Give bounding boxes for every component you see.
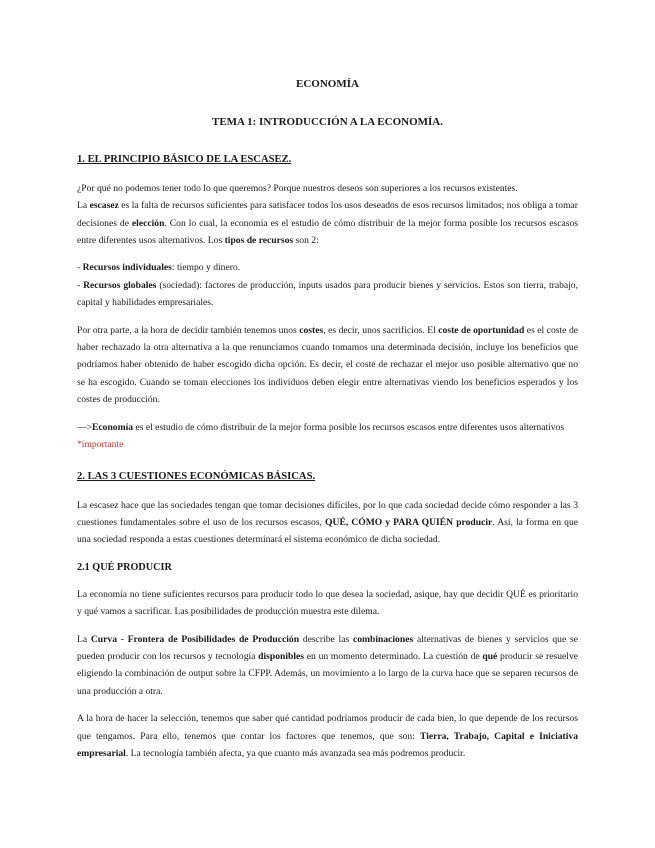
section-2-heading: 2. LAS 3 CUESTIONES ECONÓMICAS BÁSICAS. (77, 470, 316, 482)
document-topic-title: TEMA 1: INTRODUCCIÓN A LA ECONOMÍA. (211, 116, 444, 129)
section-1-economy-definition: —>Economía es el estudio de cómo distribuir de la mejor forma posible los recursos escasos entre diferentes usos alternativos *importante (77, 421, 565, 451)
subsection-2-1-heading: 2.1 QUÉ PRODUCIR (77, 561, 172, 573)
section-1-intro-question: ¿Por qué no podemos tener todo lo que queremos? Porque nuestros deseos son superiores a los recursos existentes. (77, 182, 518, 194)
subsection-2-1-cfpp-paragraph: La Curva - Frontera de Posibilidades de Producción describe las combinaciones alternativas de bienes y servicios que se pueden producir con los recursos y tecnología disponibles en un momento determinado. La cuestión de qué producir se resuelve eligiendo la combinación de output sobre la CFPP. Además, un movimiento a lo largo de la curva hace que se separen recursos de una producción a otra. (77, 633, 578, 697)
resource-list-item-global: - Recursos globales (sociedad): factores de producción, inputs usados para producir bienes y servicios. Estos son tierra, trabajo, capital y habilidades empresariales. (77, 279, 579, 309)
subsection-2-1-factors-paragraph: A la hora de hacer la selección, tenemos que saber qué cantidad podríamos producir de cada bien, lo que depende de los recursos que tengamos. Para ello, tenemos que contar los factores que tenemos, que son: Tierra, Trabajo, Capital e Iniciativa empresarial. La tecnología también afecta, ya que cuanto más avanzada sea más podremos producir. (77, 713, 578, 759)
document-subject: ECONOMÍA (296, 78, 359, 90)
important-note: *importante (77, 439, 124, 451)
section-1-heading: 1. EL PRINCIPIO BÁSICO DE LA ESCASEZ. (77, 153, 292, 165)
subsection-2-1-paragraph-1: La economía no tiene suficientes recursos para producir todo lo que desea la sociedad, asique, hay que decidir QUÉ es prioritario y qué vamos a sacrificar. Las posibilidades de producción muestra este dilema. (77, 588, 578, 618)
resource-list-item-individual: - Recursos individuales: tiempo y dinero. (77, 262, 241, 274)
section-1-costs-paragraph: Por otra parte, a la hora de decidir también tenemos unos costes, es decir, unos sacrificios. El coste de oportunidad es el coste de haber rechazado la otra alternativa a la que renunciamos cuando tomamos una determinada decisión, incluye los beneficios que podríamos haber obtenido de haber escogido dicha opción. Es decir, el coste de rechazar el mejor uso posible alternativo que no se ha escogido. Cuando se toman elecciones los individuos deben elegir entre alternativas viendo los beneficios esperados y los costes de producción. (77, 324, 578, 406)
section-1-scarcity-paragraph: La escasez es la falta de recursos suficientes para satisfacer todos los usos deseados de esos recursos limitados; nos obliga a tomar decisiones de elección. Con lo cual, la economía es el estudio de cómo distribuir de la mejor forma posible los recursos escasos entre diferentes usos alternativos. Los tipos de recursos son 2: (77, 200, 578, 247)
section-2-intro-paragraph: La escasez hace que las sociedades tengan que tomar decisiones difíciles, por lo que cada sociedad decide cómo responder a las 3 cuestiones fundamentales sobre el uso de los recursos escasos, QUÉ, CÓMO y PARA QUIÉN producir. Así, la forma en que una sociedad responda a estas cuestiones determinará el sistema económico de dicha sociedad. (77, 499, 578, 546)
